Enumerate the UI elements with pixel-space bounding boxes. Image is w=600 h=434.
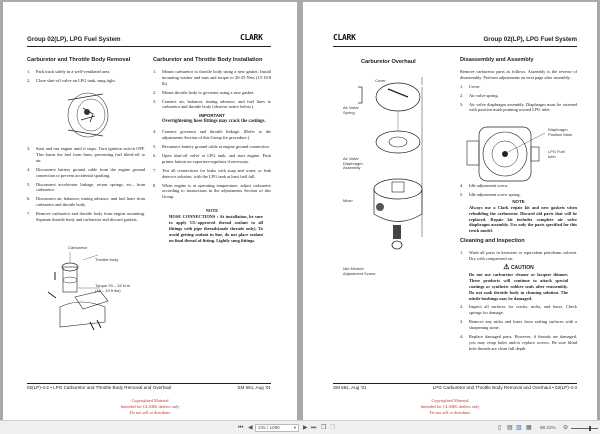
list-item xyxy=(153,129,271,141)
single-page-view-icon[interactable]: ▯ xyxy=(498,425,502,431)
label-cover: Cover xyxy=(375,78,386,83)
list-item xyxy=(27,69,145,75)
warning-triangle-icon: ⚠ xyxy=(503,263,510,271)
list-item xyxy=(153,183,271,201)
list-item xyxy=(153,69,271,87)
step-text: Remove any nicks and burrs from sealing surfaces with a sharpening stone. xyxy=(469,319,577,331)
footer-rule xyxy=(27,383,271,384)
zoom-level: 98.22% xyxy=(540,425,556,430)
header-rule xyxy=(333,46,577,47)
removal-steps-cont xyxy=(27,146,145,226)
list-item xyxy=(460,250,577,262)
viewer-toolbar xyxy=(0,420,600,434)
clark-logo: CLARK xyxy=(333,33,356,42)
step-number: 7. xyxy=(153,167,157,173)
label-mixer: Mixer xyxy=(343,198,353,203)
label-idle-mixture-screw: Idle Mixture Adjustment Screw xyxy=(343,266,376,276)
list-item xyxy=(27,196,145,208)
continuous-view-icon[interactable]: ▤ xyxy=(507,425,513,431)
previous-page-icon[interactable]: ◀ xyxy=(248,425,253,431)
label-throttle-body: Throttle body xyxy=(95,257,119,262)
label-torque-imperial: (15 – 19 ft lbs) xyxy=(95,288,121,293)
two-page-view-icon[interactable]: ▥ xyxy=(516,425,522,431)
caution-title: CAUTION xyxy=(510,264,534,271)
step-text: Connect air, balancer, timing advance, and fuel lines to carburetor and throttle body (observe notice below.) xyxy=(162,98,271,110)
step-text: Cover. xyxy=(469,83,481,89)
label-torque: Torque 20 – 26 N.m xyxy=(95,283,131,288)
important-title: IMPORTANT xyxy=(199,113,225,119)
label-carburetor: Carburetor xyxy=(68,245,88,250)
step-text: When engine is at operating temperature, adjust carburetor according to instructions in the adjustments Section of this Group. xyxy=(162,182,271,200)
step-text: Disconnect battery ground cable from the engine ground connection to prevent accidental sparking. xyxy=(36,166,145,178)
step-text: Idle adjustment screw. xyxy=(469,183,509,188)
installation-column xyxy=(153,58,271,244)
list-item xyxy=(460,183,577,189)
footer-rule xyxy=(333,383,577,384)
removal-title: Carburetor and Throttle Body Removal xyxy=(27,57,131,63)
page-number-input[interactable]: 225 / 1086 ▾ xyxy=(255,424,299,432)
step-text: Inspect all surfaces for cracks, nicks, and burrs. Check springs for damage. xyxy=(469,304,577,316)
page-header-title: Group 02(LP), LPG Fuel System xyxy=(483,36,577,43)
step-number: 2. xyxy=(27,77,31,83)
copy-icon[interactable]: ❐ xyxy=(321,425,327,431)
label-lpg-fuel-inlet: LPG Fuel Inlet xyxy=(548,149,565,159)
step-number: 1. xyxy=(27,68,31,74)
step-number: 8. xyxy=(153,182,157,188)
note-title: NOTE xyxy=(205,208,219,214)
footer-left: SM 661, Aug '01 xyxy=(333,385,367,390)
step-text: Close shut-off valve on LPG tank, snug tight. xyxy=(36,77,116,83)
carburetor-exploded-figure xyxy=(358,77,448,272)
paste-icon[interactable]: ❐ xyxy=(330,425,336,431)
step-text: Start and run engine until it stops. Turn ignition switch OFF. This burns the fuel from lines, preventing fuel bleed-off to air. xyxy=(36,146,145,163)
page-header-title: Group 02(LP), LPG Fuel System xyxy=(27,36,121,43)
header-rule xyxy=(27,46,271,47)
step-text: Reconnect battery ground cable at engine ground connection. xyxy=(162,143,270,149)
disassembly-title: Disassembly and Assembly xyxy=(460,57,534,63)
note-title: NOTE xyxy=(512,198,525,204)
diaphragm-figure xyxy=(465,125,545,183)
step-number: 5. xyxy=(460,191,464,197)
list-item xyxy=(153,99,271,111)
step-text: Disconnect air, balancer, timing advance, and fuel lines from carburetor and throttle body. xyxy=(36,196,145,208)
step-number: 1. xyxy=(153,68,157,74)
removal-column xyxy=(27,58,145,87)
list-item xyxy=(153,153,271,165)
first-page-icon[interactable]: ⏮ xyxy=(238,425,244,431)
copyright-line: Do not sell or distribute xyxy=(429,409,471,415)
zoom-out-icon[interactable]: ⊖ xyxy=(563,425,569,431)
list-item xyxy=(460,319,577,331)
step-number: 4. xyxy=(27,166,31,172)
step-text: Connect governor and throttle linkage. (Refer to the adjustments Section of this Group for procedure.) xyxy=(162,129,271,141)
removal-steps xyxy=(27,69,145,84)
step-text: Remove carburetor and throttle body from engine mounting. Separate throttle body and carburetor and discard gaskets. xyxy=(36,211,145,223)
note-text: HOSE CONNECTIONS : At installation, be sure to apply UL-approved thread sealant to all fittings with pipe threads(male threads only). To avoid getting sealant in line, do not place sealant on final thread of fitting. Lightly snug fittings. xyxy=(169,214,263,243)
step-text: Mount carburetor to throttle body using a new gasket. Install mounting washer and nuts and torque to 20-25 N•m (15-18.8 lb). xyxy=(162,68,271,86)
disassembly-intro: Remove carburetor parts as follows. Assembly is the reverse of disassembly. Perform adjustments on next page after assembly. xyxy=(460,68,577,80)
step-number: 5. xyxy=(27,181,31,187)
step-number: 2. xyxy=(153,89,157,95)
footer-right: LPG Carburetor and Throttle Body Removal and Overhaul • 02(LP)-4-3 xyxy=(432,385,577,390)
step-text: Replace damaged parts. However, if threads are damaged, you may retap holes and/or replace screws. Be sure blind hole threads are clean full depth. xyxy=(469,334,577,351)
list-item xyxy=(27,78,145,84)
step-text: Open shut-off valve at LPG tank, and start engine. Push primer button on vaporizer-regulator if necessary. xyxy=(162,152,271,164)
list-item xyxy=(153,90,271,96)
next-page-icon[interactable]: ▶ xyxy=(303,425,308,431)
list-item xyxy=(27,146,145,164)
note-text: Always use a Clark repair kit and new gaskets when rebuilding the carburetor. Discard old parts that will be replaced. Repair kit includes complete air valve diaphragm assembly. Use only the parts specified for this truck model. xyxy=(469,204,577,234)
step-text: Test all connections for leaks with soap and water, or leak detector solution, with the LPG tank at least half full. xyxy=(162,167,271,179)
installation-title: Carburetor and Throttle Body Installation xyxy=(153,57,263,63)
copyright-line: Copyrighted Material xyxy=(131,398,169,403)
zoom-slider-thumb[interactable] xyxy=(589,426,591,431)
step-number: 3. xyxy=(27,146,31,151)
step-text: Idle adjustment screw spring. xyxy=(469,191,521,197)
list-item xyxy=(460,192,577,198)
caution-text: Do not use carburetor cleaner or lacquer thinner. These products will continue to attack special coatings or synthetic rubber seals after reassembly. Do not soak throttle body in cleaning solution. The nitrile bushings may be damaged. xyxy=(469,271,568,301)
copyright-line: Intended for CLARK dealers only xyxy=(420,403,480,409)
step-number: 4. xyxy=(153,129,157,135)
list-item xyxy=(153,144,271,150)
list-item xyxy=(460,102,577,114)
list-item xyxy=(153,168,271,180)
list-item xyxy=(460,84,577,90)
copyright-line: Do not sell or distribute xyxy=(129,409,171,415)
step-number: 3. xyxy=(153,98,157,104)
step-number: 7. xyxy=(27,211,31,217)
list-item xyxy=(27,211,145,223)
zoom-slider[interactable] xyxy=(571,428,598,429)
label-air-valve-spring: Air Valve Spring xyxy=(343,105,359,115)
step-number: 1. xyxy=(460,83,464,89)
step-number: 6. xyxy=(27,196,31,202)
list-item xyxy=(460,93,577,99)
list-item xyxy=(27,182,145,194)
last-page-icon[interactable]: ⏭ xyxy=(311,425,317,431)
step-number: 5. xyxy=(153,143,157,149)
list-item xyxy=(460,334,577,352)
label-air-valve-diaphragm: Air Valve Diaphragm Assembly xyxy=(343,156,363,171)
caution-heading xyxy=(460,265,577,272)
page-number: 225 / 1086 xyxy=(258,425,280,430)
disassembly-column xyxy=(460,58,577,116)
disassembly-column-cont xyxy=(460,183,577,355)
copyright-notice xyxy=(303,398,597,415)
step-number: 4. xyxy=(460,183,464,188)
footer-left: 02(LP)-4-2 • LPG Carburetor and Throttle Body Removal and Overhaul xyxy=(27,385,172,390)
list-item xyxy=(27,167,145,179)
step-text: Mount throttle body to governor using a new gasket. xyxy=(162,89,255,95)
clark-logo: CLARK xyxy=(240,33,263,42)
copyright-line: Copyrighted Material xyxy=(431,398,469,403)
step-text: Air valve diaphragm assembly. Diaphragm must be oriented with position mark pointing toward LPG inlet. xyxy=(469,101,577,113)
copyright-line: Intended for CLARK dealers only xyxy=(120,403,180,409)
overhaul-title: Carburetor Overhaul xyxy=(361,59,416,65)
pdf-page-left xyxy=(3,2,297,420)
copyright-notice xyxy=(3,398,297,415)
step-text: Disconnect accelerator linkage, return springs, etc., from carburetor. xyxy=(36,181,145,193)
list-item xyxy=(460,304,577,316)
pdf-page-right xyxy=(303,2,597,420)
step-number: 2. xyxy=(460,92,464,98)
two-page-continuous-icon[interactable]: ▦ xyxy=(526,425,532,431)
cleaning-title: Cleaning and Inspection xyxy=(460,238,525,245)
footer-right: SM 661, Aug '01 xyxy=(237,385,271,390)
step-text: Air valve spring. xyxy=(469,92,499,98)
label-diaphragm-position-mark: Diaphragm Position Mark xyxy=(548,127,573,137)
step-text: Wash all parts in kerosene or equivalent petroleum solvent. Dry with compressed air. xyxy=(469,250,577,262)
engine-figure xyxy=(63,90,113,140)
step-number: 2. xyxy=(460,304,464,310)
step-text: Park truck safely in a well-ventilated area. xyxy=(36,68,111,74)
step-number: 1. xyxy=(460,250,464,256)
step-number: 3. xyxy=(460,101,464,107)
step-number: 3. xyxy=(460,319,464,325)
step-number: 4. xyxy=(460,334,464,340)
important-text: Overtightening hose fittings may crack the castings. xyxy=(162,119,266,125)
step-number: 6. xyxy=(153,152,157,158)
